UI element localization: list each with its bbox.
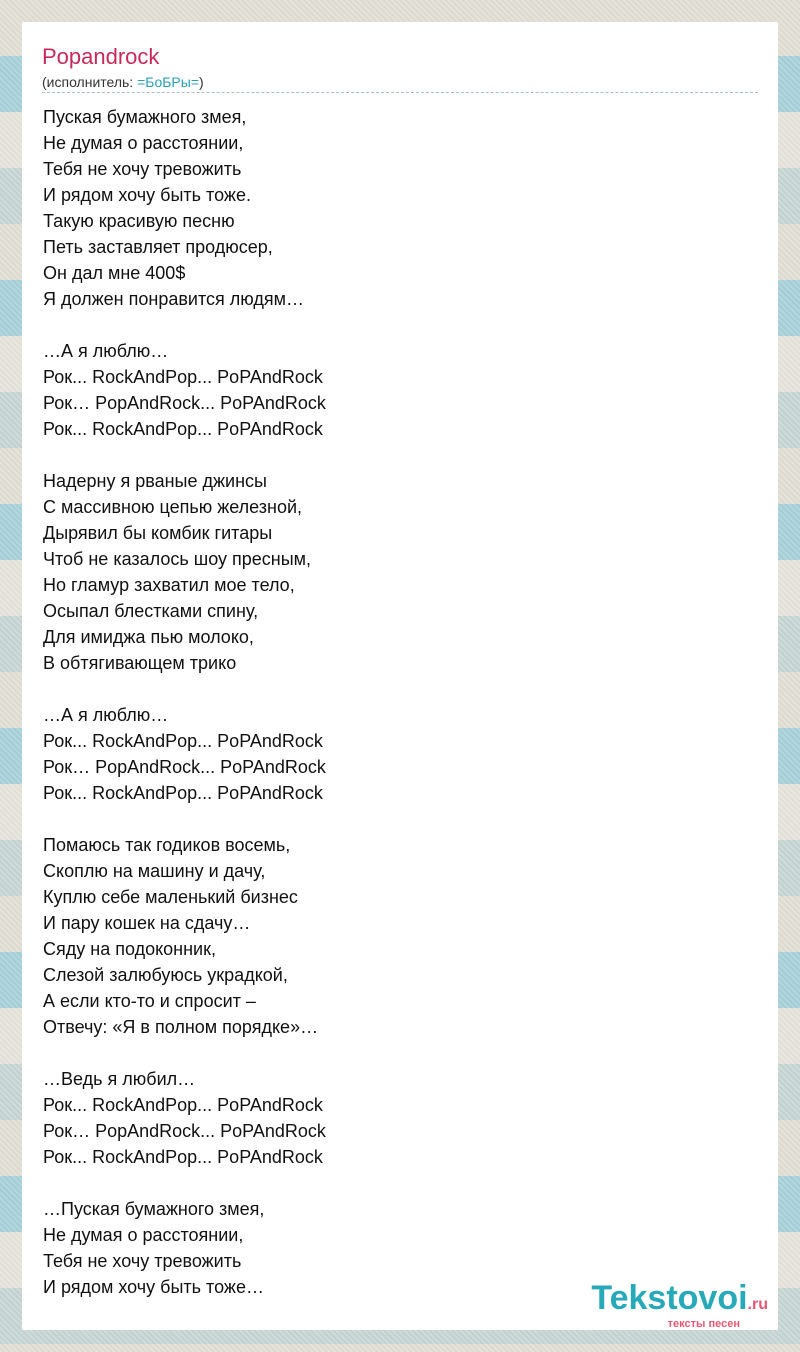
lyrics-card [22,22,778,1330]
lyrics-text: Пуская бумажного змея, Не думая о расстоянии, Тебя не хочу тревожить И рядом хочу быть тоже. Такую красивую песню Петь заставляет продюсер, Он дал мне 400$ Я должен понравится людям… …А я люблю… Рок... RockAndPop... PoPAndRock Рок… PopAndRock... PoPAndRock Рок... RockAndPop... PoPAndRock Надерну я рваные джинсы С массивною цепью железной, Дырявил бы комбик гитары Чтоб не казалось шоу пресным, Но гламур захватил мое тело, Осыпал блестками спину, Для имиджа пью молоко, В обтягивающем трико …А я люблю… Рок... RockAndPop... PoPAndRock Рок… PopAndRock... PoPAndRock Рок... RockAndPop... PoPAndRock Помаюсь так годиков восемь, Скоплю на машину и дачу, Куплю себе маленький бизнес И пару кошек на сдачу… Сяду на подоконник, Слезой залюбуюсь украдкой, А если кто-то и спросит – Отвечу: «Я в полном порядке»… …Ведь я любил… Рок... RockAndPop... PoPAndRock Рок… PopAndRock... PoPAndRock Рок... RockAndPop... PoPAndRock …Пуская бумажного змея, Не думая о расстоянии, Тебя не хочу тревожить И рядом хочу быть тоже… [43,107,326,1297]
logo-text [591,1281,768,1322]
artist-prefix: (исполнитель: [42,74,138,90]
logo-tagline: тексты песен [667,1318,740,1330]
song-title: Popandrock [42,44,160,69]
logo-name: Tekstovoi [591,1279,748,1317]
divider [42,92,758,93]
logo-domain: .ru [747,1296,768,1313]
site-logo[interactable] [591,1281,768,1330]
artist-line [42,74,204,90]
artist-suffix: ) [199,74,204,90]
artist-link[interactable]: =БоБРы= [137,74,200,90]
